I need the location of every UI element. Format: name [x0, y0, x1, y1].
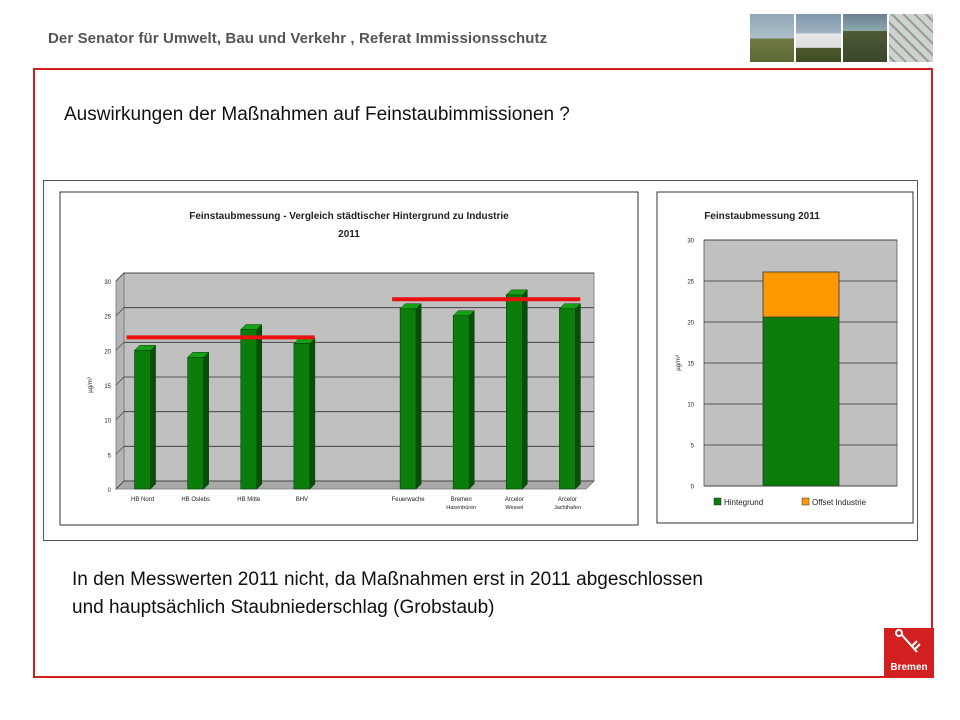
chart1-bar: [241, 330, 257, 489]
chart1-xtick-label: Feuerwache: [391, 497, 425, 503]
logo-text: Bremen: [890, 662, 928, 673]
chart1-bar: [188, 357, 204, 489]
chart2-ylabel: µg/m³: [676, 355, 682, 371]
chart1-bar-side: [151, 345, 156, 489]
photo-measuring-station: [750, 14, 794, 62]
photo-trees: [843, 14, 887, 62]
charts-panel: [43, 180, 918, 541]
chart2-legend-label: Offset Industrie: [812, 498, 867, 507]
chart1-xtick-label: Jachthafen: [553, 505, 581, 511]
chart1-xtick-label: BHV: [295, 497, 309, 503]
chart1-bar: [559, 309, 575, 489]
chart1-bar: [135, 350, 151, 489]
chart2-ytick-label: 30: [687, 238, 694, 245]
chart2-bar-segment: [763, 272, 839, 317]
chart1-xtick-label: HB Mitte: [237, 497, 261, 503]
chart1-ytick-label: 30: [104, 280, 111, 286]
chart1-xtick-label: Arcelor: [504, 497, 524, 503]
chart1-ytick-label: 0: [107, 488, 111, 494]
chart2-ytick-label: 0: [690, 484, 694, 491]
charts-svg: [44, 181, 917, 540]
slide-title: Auswirkungen der Maßnahmen auf Feinstaubimmissionen ?: [64, 104, 570, 125]
chart2-ytick-label: 25: [687, 279, 694, 286]
chart1-subtitle: 2011: [338, 229, 360, 240]
photo-container-station: [796, 14, 840, 62]
chart2-legend-swatch: [802, 498, 809, 505]
chart1-xtick-label: HB Nord: [131, 497, 155, 503]
chart1-bar-side: [310, 338, 315, 489]
photo-map: [889, 14, 933, 62]
chart1-xtick-label: Wessel: [505, 505, 524, 511]
chart2-legend-label: Hintegrund: [724, 498, 764, 507]
chart1-xtick-label: HB Oslebs: [181, 497, 211, 503]
chart1-bar: [294, 343, 310, 489]
chart2-bar-segment: [763, 317, 839, 486]
bremen-key-icon: [884, 628, 934, 662]
chart1-ytick-label: 20: [104, 349, 111, 356]
chart1-ytick-label: 25: [104, 314, 111, 321]
bremen-logo: [884, 628, 934, 678]
chart2-ytick-label: 15: [687, 361, 694, 368]
chart1-bar: [506, 295, 522, 489]
chart1-ytick-label: 15: [104, 384, 111, 390]
header-photo-strip: [750, 14, 933, 62]
chart1-bar-side: [204, 352, 209, 489]
header-text: Der Senator für Umwelt, Bau und Verkehr , Referat Immissionsschutz: [48, 30, 548, 47]
chart1-bar-side: [469, 311, 474, 489]
chart1-bar: [453, 316, 469, 489]
body-line-2: und hauptsächlich Staubniederschlag (Grobstaub): [72, 597, 495, 618]
chart1-title: Feinstaubmessung - Vergleich städtischer Hintergrund zu Industrie: [189, 211, 509, 222]
body-text: [72, 566, 703, 622]
chart1-bar-side: [522, 290, 527, 489]
chart2-legend-swatch: [714, 498, 721, 505]
chart1-ytick-label: 5: [107, 453, 111, 460]
chart1-ytick-label: 10: [104, 418, 111, 425]
chart1-bar: [400, 309, 416, 489]
chart2-ytick-label: 20: [687, 320, 694, 327]
body-line-1: In den Messwerten 2011 nicht, da Maßnahmen erst in 2011 abgeschlossen: [72, 569, 703, 590]
chart2-title: Feinstaubmessung 2011: [704, 211, 820, 222]
chart1-ylabel: µg/m³: [88, 377, 94, 393]
chart1-bar-side: [416, 304, 421, 489]
chart1-xtick-label: Bremen: [450, 497, 472, 503]
chart1-bar-side: [575, 304, 580, 489]
chart2-ytick-label: 10: [687, 402, 694, 409]
chart2-ytick-label: 5: [690, 443, 694, 450]
chart1-bar-side: [257, 325, 262, 489]
chart1-xtick-label: Arcelor: [557, 497, 577, 503]
chart1-xtick-label: Hasenbüren: [446, 505, 477, 511]
